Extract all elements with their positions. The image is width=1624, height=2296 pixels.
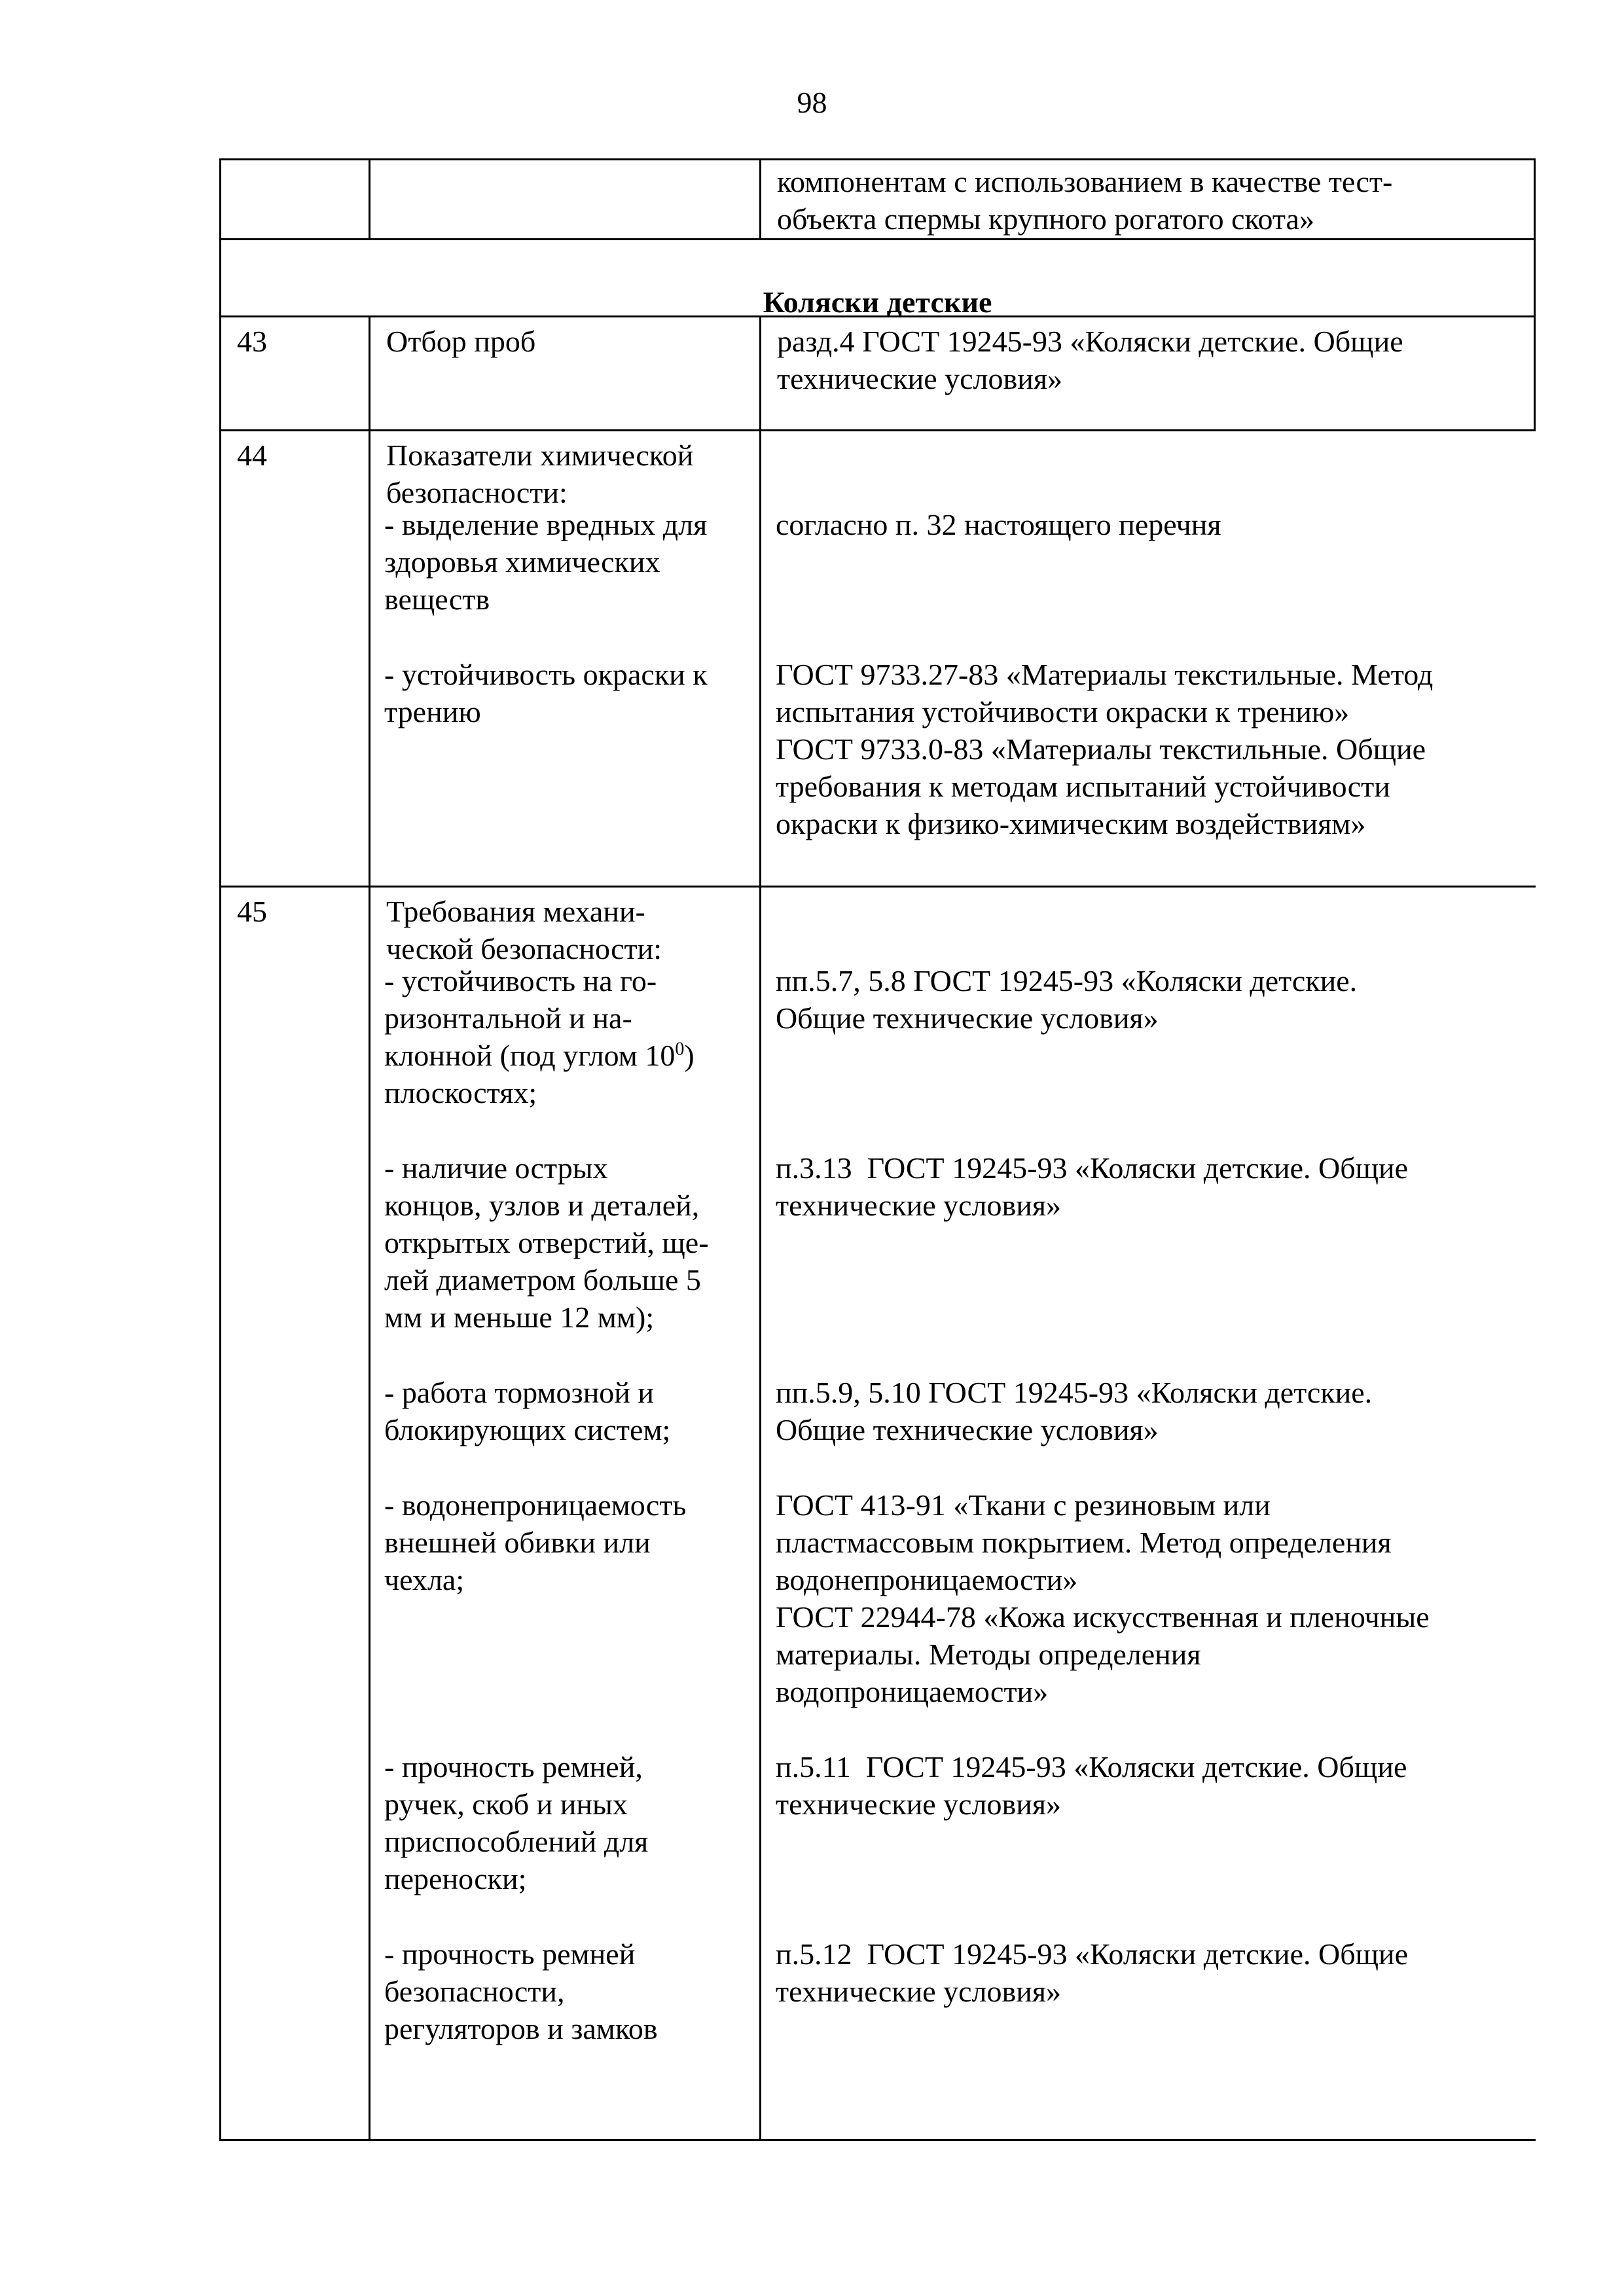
table-row-44 (219, 431, 1536, 888)
method-line: пластмассовым покрытием. Метод определения (776, 1526, 1392, 1559)
standards-table (219, 158, 1536, 2141)
name-line: - устойчивость окраски к (384, 658, 708, 691)
method-line: ГОСТ 9733.0-83 «Материалы текстильные. Общие (776, 732, 1426, 766)
method (760, 1748, 1536, 1935)
name-line (384, 1037, 744, 1074)
method-line: п.5.12 ГОСТ 19245-93 «Коляски детские. Общие (776, 1937, 1409, 1971)
name-line: приспособлений для (384, 1825, 649, 1858)
name-line: - наличие острых (384, 1151, 608, 1185)
method-line: Общие технические условия» (776, 1413, 1159, 1446)
method-line: технические условия» (777, 362, 1063, 395)
degree-superscript: 0 (675, 1039, 685, 1060)
name-line: регуляторов и замков (384, 2012, 658, 2045)
name-line: здоровья химических (384, 545, 660, 579)
method-line: технические условия» (776, 1189, 1062, 1222)
name-line: плоскостях; (384, 1076, 537, 1109)
method-line: разд.4 ГОСТ 19245-93 «Коляски детские. Общие (777, 325, 1403, 358)
method-line: технические условия» (776, 1975, 1062, 2008)
row-number: 43 (219, 317, 369, 429)
row-45-items (219, 962, 1536, 2047)
name-line: концов, узлов и деталей, (384, 1189, 700, 1222)
name-line: чехла; (384, 1563, 465, 1596)
method-line: п.5.11 ГОСТ 19245-93 «Коляски детские. Общие (776, 1750, 1407, 1784)
name-text: клонной (под углом 10 (384, 1039, 676, 1072)
section-title: Коляски детские (219, 240, 1536, 315)
indicator-name (219, 1486, 760, 1748)
method-line: технические условия» (776, 1787, 1062, 1821)
method-line: пп.5.7, 5.8 ГОСТ 19245-93 «Коляски детские. (776, 964, 1358, 997)
indicator-name (219, 1149, 760, 1374)
indicator-name (219, 962, 760, 1149)
cell-number (219, 160, 369, 238)
indicator-item (219, 962, 1536, 1149)
indicator-name (219, 1935, 760, 2047)
name-line: - прочность ремней, (384, 1750, 643, 1784)
method-line: испытания устойчивости окраски к трению» (776, 695, 1350, 728)
heading-line: Показатели химической (386, 439, 694, 472)
row-44-items (219, 506, 1536, 842)
table-row-45 (219, 888, 1536, 2141)
name-line: ризонтальной и на- (384, 1001, 632, 1035)
method (760, 656, 1536, 842)
indicator-item (219, 1486, 1536, 1748)
indicator-name (219, 1748, 760, 1935)
method-line: согласно п. 32 настоящего перечня (776, 508, 1221, 541)
indicator-item (219, 506, 1536, 656)
indicator-item (219, 656, 1536, 842)
name-line: лей диаметром больше 5 (384, 1263, 701, 1297)
name-line: - прочность ремней (384, 1937, 636, 1971)
indicator-name (219, 506, 760, 656)
heading-line: безопасности: (386, 476, 568, 509)
method-line: п.3.13 ГОСТ 19245-93 «Коляски детские. Общие (776, 1151, 1409, 1185)
name-line: - устойчивость на го- (384, 964, 657, 997)
method-line: водонепроницаемости» (776, 1563, 1078, 1596)
name-line: трению (384, 695, 481, 728)
method (760, 506, 1536, 656)
method-line: окраски к физико-химическим воздействиям» (776, 807, 1366, 840)
cell-indicator (369, 160, 759, 238)
name-line: безопасности, (384, 1975, 565, 2008)
name-line: внешней обивки или (384, 1526, 651, 1559)
method (759, 317, 1536, 429)
table-row-continuation (219, 160, 1536, 240)
method-line: ГОСТ 9733.27-83 «Материалы текстильные. Метод (776, 658, 1434, 691)
name-line: - водонепроницаемость (384, 1488, 687, 1522)
name-text: ) (684, 1039, 695, 1072)
method-line: пп.5.9, 5.10 ГОСТ 19245-93 «Коляски детские. (776, 1376, 1373, 1409)
method (760, 962, 1536, 1149)
indicator-item (219, 1748, 1536, 1935)
name-line: - выделение вредных для (384, 508, 708, 541)
indicator-item (219, 1935, 1536, 2047)
method-line: компонентам с использованием в качестве тест- (777, 165, 1393, 198)
method-line: ГОСТ 22944-78 «Кожа искусственная и пленочные (776, 1600, 1430, 1634)
method-line: объекта спермы крупного рогатого скота» (777, 202, 1314, 236)
indicator-name (219, 1374, 760, 1486)
method-line: Общие технические условия» (776, 1001, 1159, 1035)
method-line: ГОСТ 413-91 «Ткани с резиновым или (776, 1488, 1271, 1522)
indicator-item (219, 1149, 1536, 1374)
indicator-name (219, 656, 760, 842)
name-line: мм и меньше 12 мм); (384, 1300, 655, 1334)
method-line: требования к методам испытаний устойчивости (776, 770, 1390, 803)
heading-line: ческой безопасности: (386, 932, 662, 965)
name-line: веществ (384, 583, 490, 616)
name-line: ручек, скоб и иных (384, 1787, 628, 1821)
method (760, 1486, 1536, 1748)
method-line: водопроницаемости» (776, 1675, 1049, 1708)
method (760, 1149, 1536, 1374)
indicator: Отбор проб (369, 317, 759, 429)
method-line: материалы. Методы определения (776, 1638, 1201, 1671)
cell-method (759, 160, 1536, 238)
page-number: 98 (797, 86, 827, 119)
indicator-item (219, 1374, 1536, 1486)
table-row-43 (219, 317, 1536, 431)
name-line: открытых отверстий, ще- (384, 1226, 709, 1259)
method (760, 1935, 1536, 2047)
name-line: - работа тормозной и (384, 1376, 655, 1409)
name-line: блокирующих систем; (384, 1413, 671, 1446)
method (760, 1374, 1536, 1486)
row-number: 44 (219, 431, 369, 886)
table-section-row (219, 240, 1536, 317)
name-line: переноски; (384, 1862, 527, 1895)
row-number: 45 (219, 888, 369, 2139)
heading-line: Требования механи- (386, 895, 645, 928)
